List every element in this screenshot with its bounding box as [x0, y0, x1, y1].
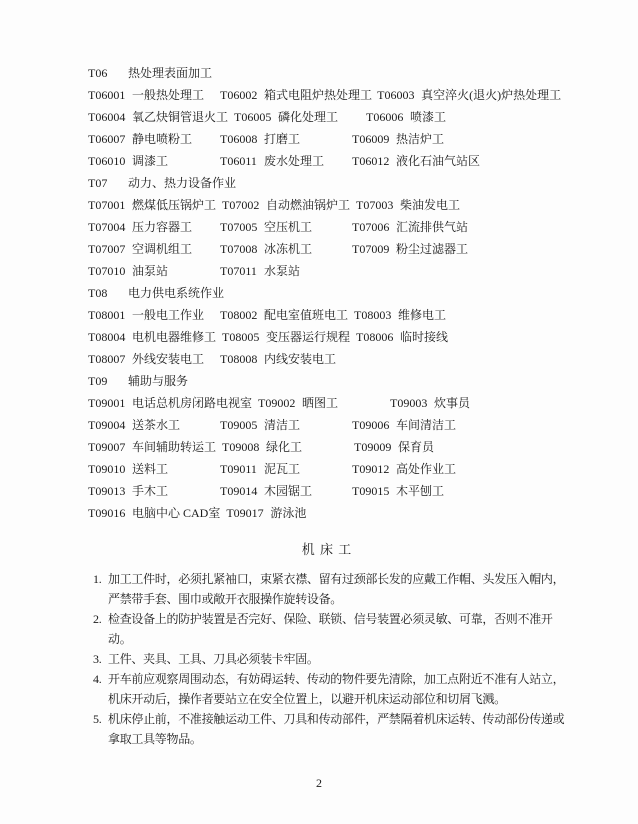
catalog-row — [88, 480, 566, 502]
entry-name: 喷漆工 — [410, 110, 447, 124]
rule-number: 4. — [93, 672, 102, 686]
catalog-entry — [220, 414, 352, 436]
entry-code: T09006 — [352, 418, 390, 432]
entry-code: T09002 — [258, 396, 296, 410]
entry-name: 液化石油气站区 — [396, 154, 481, 168]
rule-text: 检查设备上的防护装置是否完好、保险、联锁、信号装置必须灵敏、可靠，否则不准开动。 — [108, 612, 553, 646]
entry-code: T08004 — [88, 330, 126, 344]
catalog-entry — [88, 436, 222, 458]
catalog-entry — [88, 216, 220, 238]
catalog-entry — [220, 128, 352, 150]
page-number: 2 — [316, 776, 322, 790]
catalog-entry — [222, 436, 354, 458]
entry-name: 绿化工 — [266, 440, 303, 454]
entry-name: 外线安装电工 — [132, 352, 205, 366]
catalog-entry — [88, 326, 222, 348]
entry-name: 热洁炉工 — [396, 132, 445, 146]
entry-code: T08007 — [88, 352, 126, 366]
catalog-entry — [88, 84, 220, 106]
catalog-entry — [88, 348, 220, 370]
entry-name: 压力容器工 — [132, 220, 193, 234]
safety-rules-list — [88, 569, 566, 749]
entry-name: 维修电工 — [398, 308, 447, 322]
entry-code: T07001 — [88, 198, 126, 212]
entry-code: T06007 — [88, 132, 126, 146]
catalog-entry — [220, 84, 377, 106]
entry-name: 车间清洁工 — [396, 418, 457, 432]
catalog-entry — [226, 502, 312, 524]
catalog-row — [88, 150, 566, 172]
entry-name: 调漆工 — [132, 154, 169, 168]
rule-item — [93, 649, 566, 669]
catalog-row — [88, 414, 566, 436]
entry-code: T06006 — [366, 110, 404, 124]
catalog-row — [88, 260, 566, 282]
section-code: T08 — [88, 286, 108, 300]
catalog-row — [88, 84, 566, 106]
catalog-entry — [356, 326, 454, 348]
entry-name: 冰冻机工 — [264, 242, 313, 256]
entry-code: T07005 — [220, 220, 258, 234]
entry-name: 汇流排供气站 — [396, 220, 469, 234]
entry-code: T07010 — [88, 264, 126, 278]
entry-name: 内线安装电工 — [264, 352, 337, 366]
entry-code: T06009 — [352, 132, 390, 146]
entry-name: 箱式电阻炉热处理工 — [264, 88, 373, 102]
section-heading — [88, 62, 566, 84]
safety-rules — [88, 540, 566, 749]
catalog-entry — [354, 304, 452, 326]
catalog-section — [88, 370, 566, 524]
entry-code: T07004 — [88, 220, 126, 234]
section-code: T07 — [88, 176, 108, 190]
catalog-row — [88, 238, 566, 260]
catalog-entry — [356, 194, 466, 216]
entry-name: 燃煤低压锅炉工 — [132, 198, 217, 212]
catalog-section — [88, 282, 566, 370]
rule-item — [93, 669, 566, 709]
catalog-row — [88, 128, 566, 150]
entry-name: 水泵站 — [264, 264, 301, 278]
entry-name: 静电喷粉工 — [132, 132, 193, 146]
catalog-entry — [352, 216, 474, 238]
catalog-section — [88, 62, 566, 172]
catalog-entry — [88, 260, 220, 282]
entry-code: T08008 — [220, 352, 258, 366]
entry-code: T09012 — [352, 462, 390, 476]
catalog-row — [88, 458, 566, 480]
rule-number: 2. — [93, 612, 102, 626]
catalog-entry — [352, 150, 486, 172]
entry-code: T08001 — [88, 308, 126, 322]
entry-code: T08005 — [222, 330, 260, 344]
entry-code: T09004 — [88, 418, 126, 432]
entry-code: T09003 — [390, 396, 428, 410]
catalog-entry — [88, 106, 234, 128]
entry-code: T06002 — [220, 88, 258, 102]
catalog-entry — [88, 238, 220, 260]
entry-code: T09013 — [88, 484, 126, 498]
catalog-entry — [88, 480, 220, 502]
entry-code: T07009 — [352, 242, 390, 256]
catalog-entry — [234, 106, 366, 128]
entry-code: T07007 — [88, 242, 126, 256]
entry-code: T06008 — [220, 132, 258, 146]
entry-code: T07003 — [356, 198, 394, 212]
entry-name: 临时接线 — [400, 330, 449, 344]
entry-name: 废水处理工 — [264, 154, 325, 168]
entry-name: 电脑中心 CAD室 — [132, 506, 221, 520]
entry-name: 保育员 — [398, 440, 435, 454]
entry-name: 真空淬火(退火)炉热处理工 — [421, 88, 562, 102]
catalog-entry — [88, 304, 220, 326]
entry-name: 变压器运行规程 — [266, 330, 351, 344]
catalog-entry — [220, 216, 352, 238]
entry-name: 一般热处理工 — [132, 88, 205, 102]
entry-name: 柴油发电工 — [400, 198, 461, 212]
entry-name: 木平刨工 — [396, 484, 445, 498]
catalog-row — [88, 436, 566, 458]
entry-code: T06012 — [352, 154, 390, 168]
catalog-entry — [88, 128, 220, 150]
entry-code: T06011 — [220, 154, 257, 168]
entry-code: T08006 — [356, 330, 394, 344]
catalog-entry — [222, 326, 356, 348]
entry-code: T09005 — [220, 418, 258, 432]
entry-code: T08003 — [354, 308, 392, 322]
catalog-row — [88, 216, 566, 238]
entry-name: 空压机工 — [264, 220, 313, 234]
catalog-row — [88, 392, 566, 414]
entry-name: 电话总机房闭路电视室 — [132, 396, 253, 410]
catalog-row — [88, 304, 566, 326]
entry-name: 车间辅助转运工 — [132, 440, 217, 454]
entry-name: 清洁工 — [264, 418, 301, 432]
entry-code: T07002 — [222, 198, 260, 212]
catalog-entry — [220, 458, 352, 480]
entry-code: T09014 — [220, 484, 258, 498]
rule-number: 5. — [93, 712, 102, 726]
entry-code: T09001 — [88, 396, 126, 410]
entry-code: T06010 — [88, 154, 126, 168]
catalog-row — [88, 502, 566, 524]
entry-code: T09010 — [88, 462, 126, 476]
entry-name: 泥瓦工 — [264, 462, 301, 476]
section-heading — [88, 370, 566, 392]
entry-name: 空调机组工 — [132, 242, 193, 256]
section-heading — [88, 172, 566, 194]
catalog-row — [88, 348, 566, 370]
entry-name: 送茶水工 — [132, 418, 181, 432]
catalog-entry — [88, 502, 226, 524]
catalog-entry — [377, 84, 566, 106]
entry-code: T06003 — [377, 88, 415, 102]
catalog-entry — [88, 458, 220, 480]
catalog-entry — [220, 480, 352, 502]
catalog-row — [88, 194, 566, 216]
safety-rules-title: 机 床 工 — [301, 542, 353, 557]
rule-text: 机床停止前，不准接触运动工件、刀具和传动部件，严禁隔着机床运转、传动部份传递或拿取工具等物品。 — [108, 712, 565, 746]
rule-item — [93, 709, 566, 749]
catalog-entry — [352, 414, 462, 436]
entry-code: T09011 — [220, 462, 257, 476]
entry-code: T09007 — [88, 440, 126, 454]
catalog-entry — [88, 414, 220, 436]
entry-name: 晒图工 — [302, 396, 339, 410]
entry-name: 手木工 — [132, 484, 169, 498]
catalog-entry — [352, 128, 450, 150]
section-title: 动力、热力设备作业 — [128, 176, 237, 190]
catalog-entry — [220, 150, 352, 172]
rule-number: 3. — [93, 652, 102, 666]
entry-code: T09015 — [352, 484, 390, 498]
entry-name: 一般电工作业 — [132, 308, 205, 322]
catalog-entry — [366, 106, 452, 128]
catalog-entry — [352, 458, 462, 480]
catalog-entry — [220, 348, 342, 370]
section-code: T06 — [88, 66, 108, 80]
entry-code: T06004 — [88, 110, 126, 124]
entry-name: 粉尘过滤器工 — [396, 242, 469, 256]
entry-code: T07008 — [220, 242, 258, 256]
job-catalog — [88, 62, 566, 524]
section-title: 电力供电系统作业 — [128, 286, 225, 300]
catalog-entry — [88, 392, 258, 414]
entry-code: T07011 — [220, 264, 257, 278]
catalog-section — [88, 172, 566, 282]
catalog-entry — [220, 260, 306, 282]
rule-number: 1. — [93, 572, 102, 586]
catalog-entry — [390, 392, 476, 414]
entry-code: T06005 — [234, 110, 272, 124]
catalog-entry — [220, 304, 354, 326]
entry-name: 自动燃油锅炉工 — [266, 198, 351, 212]
entry-name: 炊事员 — [434, 396, 471, 410]
section-title: 辅助与服务 — [128, 374, 189, 388]
rule-text: 工件、夹具、工具、刀具必须装卡牢固。 — [108, 652, 319, 666]
entry-name: 送料工 — [132, 462, 169, 476]
catalog-entry — [354, 436, 440, 458]
catalog-row — [88, 326, 566, 348]
catalog-entry — [220, 238, 352, 260]
rule-text: 开车前应观察周围动态，有妨碍运转、传动的物件要先清除，加工点附近不准有人站立，机床开动后，操作者要站立在安全位置上，以避开机床运动部位和切屑飞溅。 — [108, 672, 565, 706]
entry-name: 氧乙炔铜管退火工 — [132, 110, 229, 124]
entry-code: T09008 — [222, 440, 260, 454]
catalog-entry — [352, 480, 450, 502]
rule-item — [93, 609, 566, 649]
entry-code: T09016 — [88, 506, 126, 520]
rule-item — [93, 569, 566, 609]
section-title: 热处理表面加工 — [128, 66, 213, 80]
entry-code: T06001 — [88, 88, 126, 102]
entry-code: T08002 — [220, 308, 258, 322]
catalog-entry — [88, 150, 220, 172]
catalog-entry — [222, 194, 356, 216]
section-code: T09 — [88, 374, 108, 388]
entry-code: T09017 — [226, 506, 264, 520]
entry-name: 打磨工 — [264, 132, 301, 146]
entry-name: 磷化处理工 — [278, 110, 339, 124]
entry-code: T09009 — [354, 440, 392, 454]
entry-name: 游泳池 — [270, 506, 307, 520]
entry-name: 电机电器维修工 — [132, 330, 217, 344]
entry-name: 高处作业工 — [396, 462, 457, 476]
section-heading — [88, 282, 566, 304]
catalog-entry — [258, 392, 390, 414]
entry-name: 木园锯工 — [264, 484, 313, 498]
entry-name: 配电室值班电工 — [264, 308, 349, 322]
entry-code: T07006 — [352, 220, 390, 234]
catalog-entry — [352, 238, 474, 260]
rule-text: 加工工件时，必须扎紧袖口，束紧衣襟、留有过颈部长发的应戴工作帽、头发压入帽内，严禁带手套、围巾或敞开衣服操作旋转设备。 — [108, 572, 565, 606]
page-content — [88, 62, 566, 749]
catalog-entry — [88, 194, 222, 216]
catalog-row — [88, 106, 566, 128]
entry-name: 油泵站 — [132, 264, 169, 278]
